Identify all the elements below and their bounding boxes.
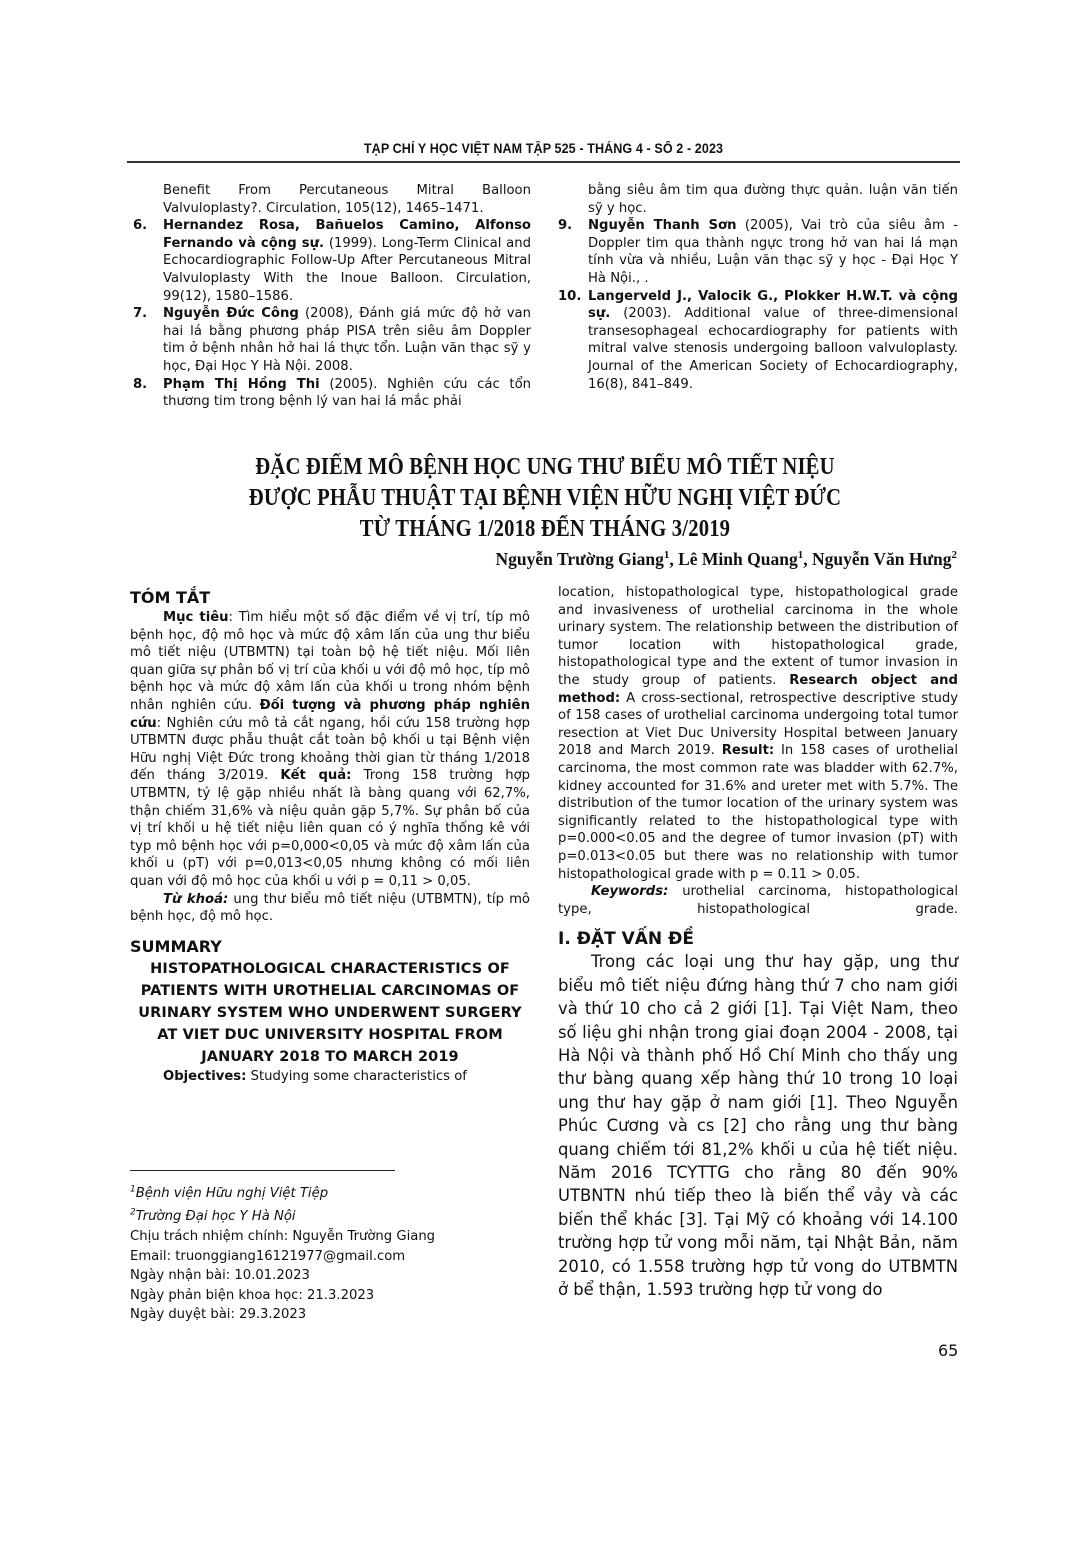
author-name: Nguyễn Văn Hưng (811, 549, 952, 569)
author-name: Nguyễn Trường Giang (495, 549, 664, 569)
intro-heading: I. ĐẶT VẤN ĐỀ (558, 929, 694, 950)
header-rule (127, 161, 960, 163)
doi-tuong-text: : Nghiên cứu mô tả cắt ngang, hồi cứu 158 trường hợp UTBMTN được phẫu thuật cắt toàn bộ khối u tại Bệnh viện Hữu nghị Việt Đức trong khoảng thời gian từ tháng 1/2018 đến tháng 3/2019. (130, 715, 530, 784)
affiliation-number: 1 (130, 1185, 136, 1195)
reference-8-continued (558, 182, 958, 217)
reference-text: (2005), Vai trò của siêu âm - Doppler tim qua thành ngực trong hở van hai lá mạn tính vừa và nhiều, Luận văn thạc sỹ y học - Đại Học Y Hà Nội., . (588, 218, 959, 286)
affiliation-text: Trường Đại học Y Hà Nội (135, 1209, 296, 1225)
tom-tat-heading: TÓM TẮT (130, 588, 211, 607)
running-head: TẠP CHÍ Y HỌC VIỆT NAM TẬP 525 - THÁNG 4 - SỐ 2 - 2023 (363, 141, 724, 156)
reference-5-continued (133, 182, 531, 217)
article-title-line: TỪ THÁNG 1/2018 ĐẾN THÁNG 3/2019 (359, 516, 731, 542)
affiliation-number: 2 (130, 1207, 136, 1218)
summary-heading: SUMMARY (130, 936, 222, 956)
author-separator: , (669, 549, 679, 569)
keywords (558, 883, 958, 918)
date-received: Ngày nhận bài: 10.01.2023 (130, 1268, 310, 1284)
author-affiliation: 1 (797, 549, 804, 562)
reference-number: 8. (133, 376, 148, 392)
muc-tieu-label: Mục tiêu (163, 610, 229, 625)
result-label: Result: (721, 743, 775, 759)
reference-authors: Nguyễn Thanh Sơn (588, 218, 737, 234)
result-text: In 158 cases of urothelial carcinoma, the most common rate was bladder with 62.7%, kidney accounted for 31.6% and ureter met with 5.7%. The distribution of the tumor location of the urinary system was significantly related to the histopathological type with p=0.000<0.05 and the degree of tumor invasion (pT) with p=0.013<0.05 but there was no relationship with tumor histopathological grade with p = 0.11 > 0.05. (558, 743, 958, 882)
summary-title: HISTOPATHOLOGICAL CHARACTERISTICS OF PATIENTS WITH UROTHELIAL CARCINOMAS OF URINARY SYSTEM WHO UNDERWENT SURGERY AT VIET DUC UNIVERSITY HOSPITAL FROM JANUARY 2018 TO MARCH 2019 (138, 960, 522, 1065)
muc-tieu-text: : Tìm hiểu một số đặc điểm về vị trí, típ mô bệnh học, độ mô học và mức độ xâm lấn của ung thư biểu mô tiết niệu (UTBMTN) tại toàn bộ hệ tiết niệu. Mối liên quan giữa sự phân bố vị trí của khối u với độ mô học, típ mô bệnh học và mức độ xâm lấn của khối u trong nhóm bệnh nhân nghiên cứu. (130, 610, 530, 713)
reference-text: bằng siêu âm tim qua đường thực quản. luận văn tiến sỹ y học. (588, 183, 958, 216)
author-affiliation: 2 (951, 549, 957, 562)
footnotes (130, 1181, 530, 1325)
reference-authors: Langerveld J., Valocik G., Plokker H.W.T. và cộng sự. (588, 288, 958, 322)
reference-10 (558, 288, 958, 394)
summary-body (558, 584, 958, 883)
email: Email: truonggiang16121977@gmail.com (130, 1248, 406, 1264)
author-separator: , (803, 549, 812, 569)
references-left-column (133, 182, 531, 411)
ket-qua-text: Trong 158 trường hợp UTBMTN, tỷ lệ gặp nhiều nhất là bàng quang với 62,7%, thận chiếm 31,6% và niệu quản gặp 5,7%. Sự phân bố của vị trí khối u hệ tiết niệu liên quan có ý nghĩa thống kê với typ mô bệnh học với p=0,000<0,05 và mức độ xâm lấn của khối u (pT) với p=0,013<0,05 nhưng không có mối liên quan với độ mô học của khối u với p = 0,11 > 0,05. (130, 768, 531, 889)
reference-text: (1999). Long-Term Clinical and Echocardiographic Follow-Up After Percutaneous Mitral Valvuloplasty With the Inoue Balloon. Circulation, 99(12), 1580–1586. (163, 235, 531, 304)
tu-khoa-label: Từ khoá: (163, 891, 229, 907)
date-accepted: Ngày duyệt bài: 29.3.2023 (130, 1307, 307, 1323)
reference-text: Benefit From Percutaneous Mitral Balloon Valvuloplasty?. Circulation, 105(12), 1465–1471. (163, 183, 531, 216)
affiliation-1 (130, 1181, 530, 1204)
reference-text: (2008), Đánh giá mức độ hở van hai lá bằng phương pháp PISA trên siêu âm Doppler tim ở bệnh nhân hở hai lá thực tổn. Luận văn thạc sỹ y học, Đại Học Y Hà Nội. 2008. (163, 306, 531, 374)
objectives-start (130, 1068, 530, 1086)
reference-9 (558, 217, 958, 287)
author-list (496, 549, 957, 570)
reference-8 (133, 376, 531, 411)
ket-qua-label: Kết quả: (280, 768, 352, 784)
objectives-label: Objectives: (163, 1068, 247, 1084)
affiliation-2 (130, 1204, 530, 1227)
reference-number: 9. (558, 218, 573, 234)
footnote-rule (130, 1170, 395, 1171)
reference-text: (2003). Additional value of three-dimensional transesophageal echocardiography for patients with mitral valve stenosis undergoing balloon valvuloplasty. Journal of the American Society of Echocardiography, 16(8), 841–849. (588, 306, 958, 392)
objectives-text-cont: location, histopathological type, histopathological grade and invasiveness of urothelial carcinoma in the whole urinary system. The relationship between the distribution of tumor location with histopathological grade, histopathological type and the extent of tumor invasion in the study group of patients. (558, 585, 958, 688)
date-reviewed: Ngày phản biện khoa học: 21.3.2023 (130, 1287, 375, 1303)
keywords-text: urothelial carcinoma, histopathological type, histopathological grade. (558, 884, 958, 917)
reference-authors: Nguyễn Đức Công (163, 306, 299, 322)
corresponding-author: Chịu trách nhiệm chính: Nguyễn Trường Giang (130, 1228, 436, 1244)
affiliation-text: Bệnh viện Hữu nghị Việt Tiệp (135, 1186, 329, 1202)
abstract-left-column (130, 587, 530, 1085)
article-title-line: ĐƯỢC PHẪU THUẬT TẠI BỆNH VIỆN HỮU NGHỊ VIỆT ĐỨC (248, 485, 842, 511)
author-affiliation: 1 (663, 549, 670, 562)
method-label: Research object and method: (558, 672, 958, 706)
author-name: Lê Minh Quang (678, 549, 798, 569)
tom-tat-body (130, 609, 530, 891)
abstract-right-column (558, 584, 958, 1301)
keywords-label: Keywords: (591, 884, 669, 900)
article-title (150, 452, 940, 545)
tu-khoa (130, 891, 530, 926)
reference-authors: Phạm Thị Hồng Thi (163, 376, 320, 392)
reference-7 (133, 305, 531, 375)
method-text: A cross-sectional, retrospective descriptive study of 158 cases of urothelial carcinoma undergoing total tumor resection at Viet Duc University Hospital between January 2018 and March 2019. (558, 690, 958, 759)
reference-6 (133, 217, 531, 305)
reference-number: 6. (133, 218, 148, 234)
reference-number: 10. (558, 288, 582, 304)
references-right-column (558, 182, 958, 393)
doi-tuong-label: Đối tượng và phương pháp nghiên cứu (130, 697, 530, 731)
page-number: 65 (938, 1341, 959, 1360)
reference-authors: Hernandez Rosa, Bañuelos Camino, Alfonso Fernando và cộng sự. (163, 218, 531, 251)
tu-khoa-text: ung thư biểu mô tiết niệu (UTBMTN), típ mô bệnh học, độ mô học. (130, 891, 530, 925)
reference-number: 7. (133, 306, 148, 322)
intro-body: Trong các loại ung thư hay gặp, ung thư biểu mô tiết niệu đứng hàng thứ 7 cho nam giới và thứ 10 cho cả 2 giới [1]. Tại Việt Nam, theo số liệu ghi nhận trong giai đoạn 2004 - 2008, tại Hà Nội và thành phố Hồ Chí Minh cho thấy ung thư bàng quang xếp hàng thứ 10 trong 10 loại ung thư hay gặp ở nam giới [1]. Theo Nguyễn Phúc Cương và cs [2] cho rằng ung thư bàng quang chiếm tới 81,2% khối u của hệ tiết niệu. Năm 2016 TCYTTG cho rằng 80 đến 90% UTBNTN nhú tiếp theo là biến thể vảy và các biến thể khác [3]. Tại Mỹ có khoảng với 14.100 trường hợp tử vong mỗi năm, tại Nhật Bản, năm 2010, có 1.558 trường hợp tử vong do UTBMTN ở bể thận, 1.593 trường hợp tử vong do (558, 952, 958, 1299)
reference-text: (2005). Nghiên cứu các tổn thương tim trong bệnh lý van hai lá mắc phải (163, 376, 531, 410)
article-title-line: ĐẶC ĐIỂM MÔ BỆNH HỌC UNG THƯ BIỂU MÔ TIẾT NIỆU (255, 454, 835, 480)
objectives-text-start: Studying some characteristics of (246, 1068, 467, 1084)
